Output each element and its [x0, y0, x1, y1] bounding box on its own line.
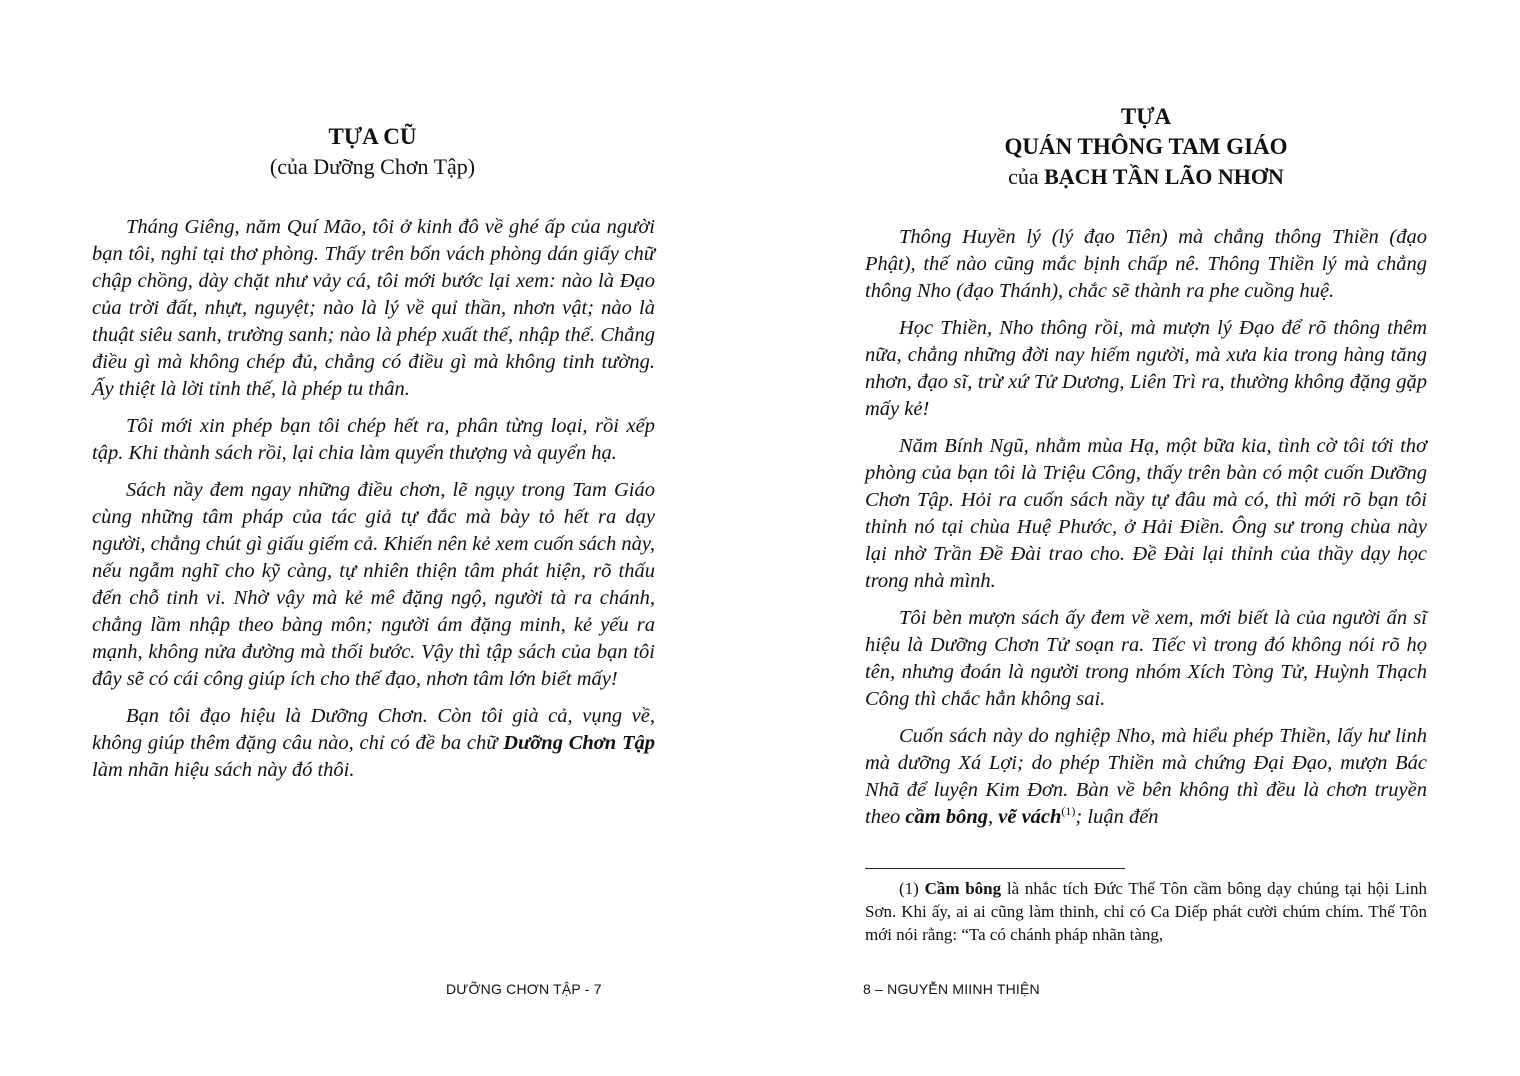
footnote-divider: [865, 868, 1125, 869]
left-title-block: [90, 122, 655, 182]
left-paragraph-1: Tháng Giêng, năm Quí Mão, tôi ở kinh đô về ghé ấp của người bạn tôi, nghỉ tại thơ phòng. Thấy trên bốn vách phòng dán giấy chữ chập chồng, dày chặt như vảy cá, tôi mới bước lại xem: nào là Đạo của trời đất, nhựt, nguyệt; nào là lý về quỉ thần, nhơn vật; nào là thuật siêu sanh, trường sanh; nào là phép xuất thế, nhập thế. Chẳng điều gì mà không chép đủ, chẳng có điều gì mà không tinh tường. Ấy thiệt là lời tỉnh thế, là phép tu thân.: [92, 216, 655, 400]
right-title-block: [865, 102, 1427, 192]
left-paragraph-3: Sách nầy đem ngay những điều chơn, lẽ ngụy trong Tam Giáo cùng những tâm pháp của tác giả tự đắc mà bày tỏ hết ra dạy người, chẳng chút gì giấu giếm cả. Khiến nên kẻ xem cuốn sách này, nếu ngẫm nghĩ cho kỹ càng, tự nhiên thiện tâm phát hiện, rõ thấu đến chỗ tinh vi. Nhờ vậy mà kẻ mê đặng ngộ, người tà ra chánh, chẳng lầm nhập theo bàng môn; người ám đặng minh, kẻ yếu ra mạnh, không nửa đường mà thối bước. Vậy thì tập sách của bạn tôi đây sẽ có cái công giúp ích cho thế đạo, nhơn tâm lớn biết mấy!: [92, 479, 655, 690]
footnote-marker: (1): [899, 879, 925, 898]
footnote: [865, 877, 1427, 946]
left-paragraph-2: Tôi mới xin phép bạn tôi chép hết ra, phân từng loại, rồi xếp tập. Khi thành sách rồi, lại chia làm quyển thượng và quyển hạ.: [92, 415, 655, 464]
right-page-title: TỰA: [1120, 104, 1172, 129]
right-paragraph-4: Tôi bèn mượn sách ấy đem về xem, mới biết là của người ẩn sĩ hiệu là Dưỡng Chơn Tử soạn ra. Tiếc vì trong đó không nói rõ họ tên, nhưng đoán là người trong nhóm Xích Tòng Tử, Huỳnh Thạch Công thì chắc hẳn không sai.: [865, 607, 1427, 710]
footnote-ref[interactable]: (1): [1061, 804, 1076, 819]
right-p5-mid: ,: [988, 806, 999, 828]
right-p5-bold-1: cầm bông: [905, 806, 988, 828]
right-page-title-line2: QUÁN THÔNG TAM GIÁO: [1004, 134, 1288, 159]
right-p5-bold-2: vẽ vách: [998, 806, 1062, 828]
footnote-body: là nhắc tích Đức Thế Tôn cầm bông dạy chúng tại hội Linh Sơn. Khi ấy, ai ai cũng làm thinh, chỉ có Ca Diếp phát cười chúm chím. Thế Tôn mới nói rằng: “Ta có chánh pháp nhãn tàng,: [865, 879, 1427, 944]
right-page-title-line3: [865, 162, 1427, 192]
right-paragraph-1: Thông Huyền lý (lý đạo Tiên) mà chẳng thông Thiền (đạo Phật), thế nào cũng mắc bịnh chấp nê. Thông Thiền lý mà chẳng thông Nho (đạo Thánh), chắc sẽ thành ra phe cuồng huệ.: [865, 226, 1427, 302]
right-page-footer: 8 – NGUYỄN MIINH THIỆN: [863, 981, 1040, 997]
left-page-footer: DƯỠNG CHƠN TẬP - 7: [446, 981, 602, 997]
right-p5-before: Cuốn sách này do nghiệp Nho, mà hiểu phép Thiền, lấy hư linh mà dưỡng Xá Lợi; do phép Thiền mà chứng Đại Đạo, mượn Bác Nhã để luyện Kim Đơn. Bàn về bên không thì đều là chơn truyền theo: [865, 725, 1427, 828]
right-p5-after: ; luận đến: [1075, 806, 1159, 828]
footnote-text: [865, 877, 1427, 946]
right-paragraph-5: [865, 723, 1427, 831]
left-p4-bold-title: Dưỡng Chơn Tập: [503, 732, 655, 754]
right-paragraph-2: Học Thiền, Nho thông rồi, mà mượn lý Đạo để rõ thông thêm nữa, chẳng những đời nay hiếm người, mà xưa kia trong hàng tăng nhơn, đạo sĩ, trừ xứ Tử Dương, Liên Trì ra, thường không đặng gặp mấy kẻ!: [865, 317, 1427, 420]
right-body-text: [865, 224, 1427, 841]
left-p4-after: làm nhãn hiệu sách này đó thôi.: [92, 759, 355, 781]
right-page: [760, 0, 1520, 1076]
right-paragraph-3: Năm Bính Ngũ, nhằm mùa Hạ, một bữa kia, tình cờ tôi tới thơ phòng của bạn tôi là Triệu Công, thấy trên bàn có một cuốn Dưỡng Chơn Tập. Hỏi ra cuốn sách nầy tự đâu mà có, thì mới rõ bạn tôi thỉnh nó tại chùa Huệ Phước, ở Hải Điền. Ông sư trong chùa này lại nhờ Trần Đề Đài trao cho. Đề Đài lại thỉnh của thầy dạy học trong nhà mình.: [865, 435, 1427, 592]
left-p4-before: Bạn tôi đạo hiệu là Dưỡng Chơn. Còn tôi già cả, vụng về, không giúp thêm đặng câu nào, chỉ có đề ba chữ: [92, 705, 655, 754]
footnote-bold-term: Cầm bông: [924, 879, 1002, 898]
left-page-subtitle: (của Dưỡng Chơn Tập): [269, 154, 476, 179]
left-paragraph-4: [92, 703, 655, 784]
left-body-text: [92, 214, 655, 794]
left-page-title: TỰA CŨ: [328, 124, 417, 149]
right-title-author: BẠCH TẦN LÃO NHƠN: [1044, 164, 1284, 189]
right-title-prefix: của: [1008, 164, 1045, 189]
